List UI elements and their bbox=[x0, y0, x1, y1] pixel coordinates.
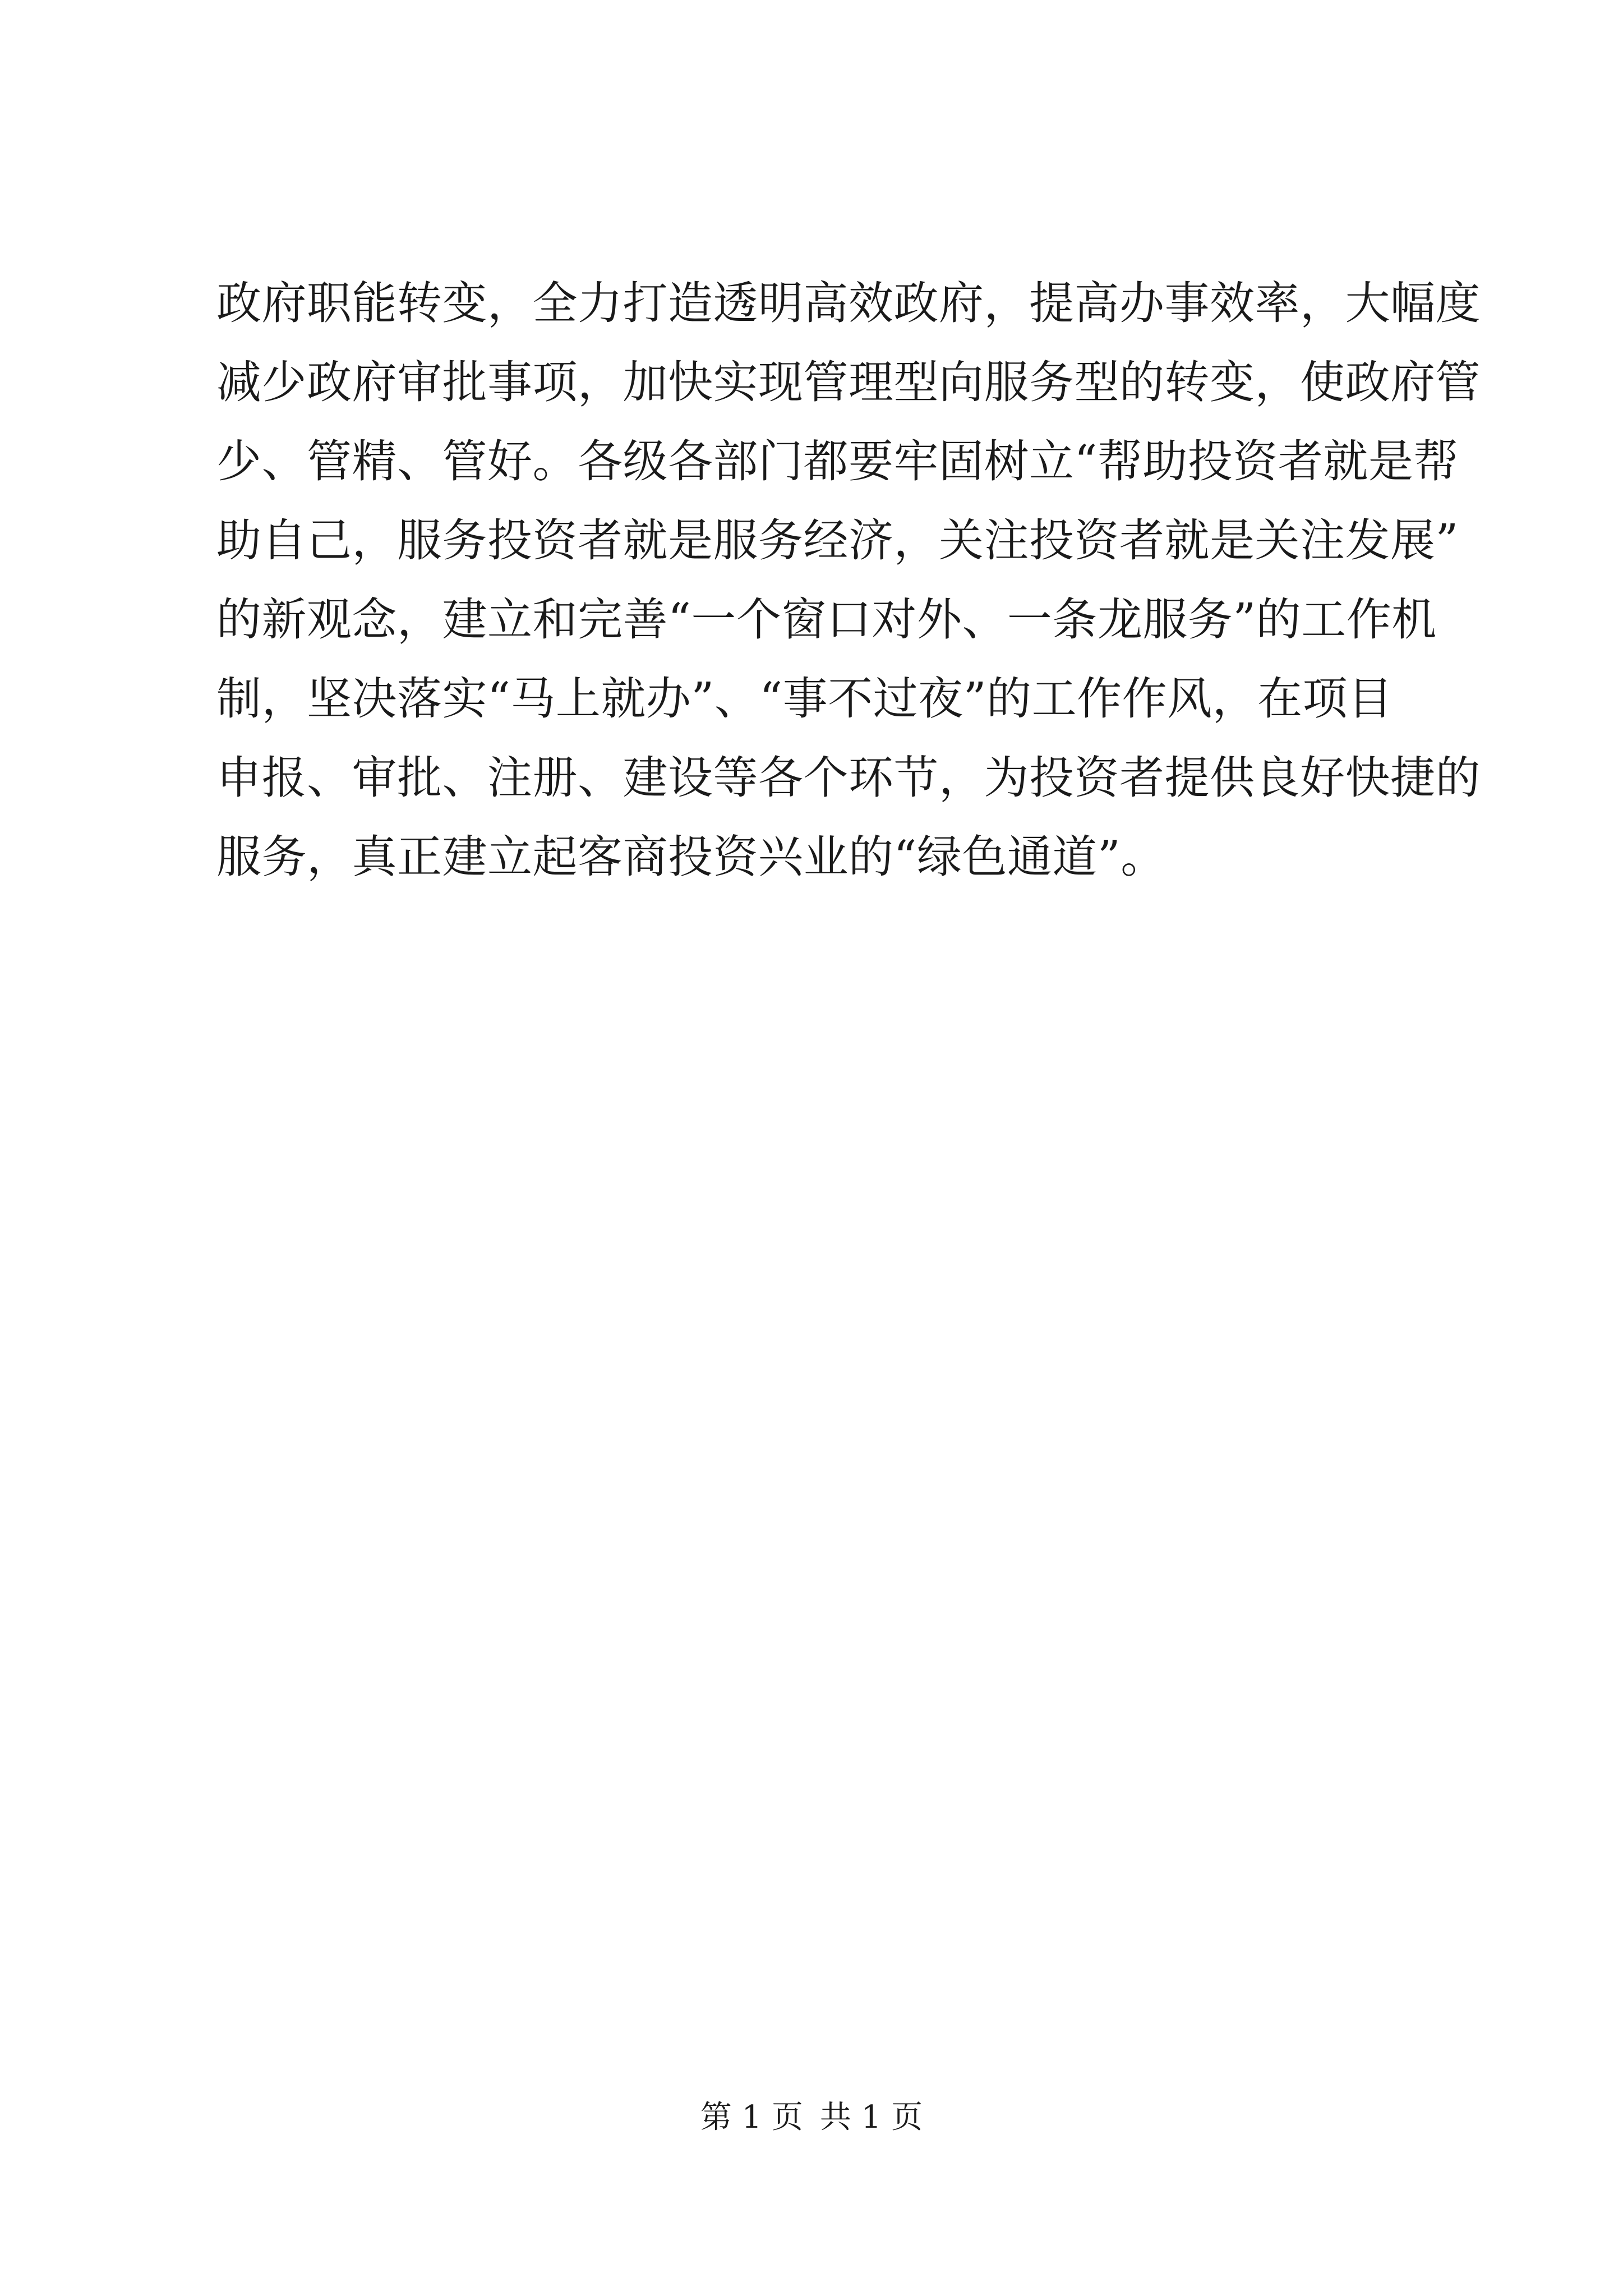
paragraph-line: 少、管精、管好。各级各部门都要牢固树立“帮助投资者就是帮 bbox=[216, 435, 1459, 487]
page-footer bbox=[0, 2095, 1623, 2140]
paragraph-line: 减少政府审批事项，加快实现管理型向服务型的转变，使政府管 bbox=[216, 356, 1481, 408]
paragraph-line: 的新观念，建立和完善“一个窗口对外、一条龙服务”的工作机 bbox=[216, 593, 1437, 646]
paragraph-line: 申报、审批、注册、建设等各个环节，为投资者提供良好快捷的 bbox=[216, 752, 1481, 804]
paragraph-line: 服务，真正建立起客商投资兴业的“绿色通道”。 bbox=[216, 831, 1166, 883]
page-number-total: 共 1 页 bbox=[820, 2099, 923, 2136]
paragraph-line: 助自己，服务投资者就是服务经济，关注投资者就是关注发展” bbox=[216, 514, 1459, 567]
body-paragraph bbox=[216, 264, 1481, 896]
paragraph-line: 制，坚决落实“马上就办”、“事不过夜”的工作作风，在项目 bbox=[216, 673, 1393, 725]
paragraph-line: 政府职能转变，全力打造透明高效政府，提高办事效率，大幅度 bbox=[216, 277, 1481, 329]
page-number-current: 第 1 页 bbox=[700, 2099, 803, 2136]
